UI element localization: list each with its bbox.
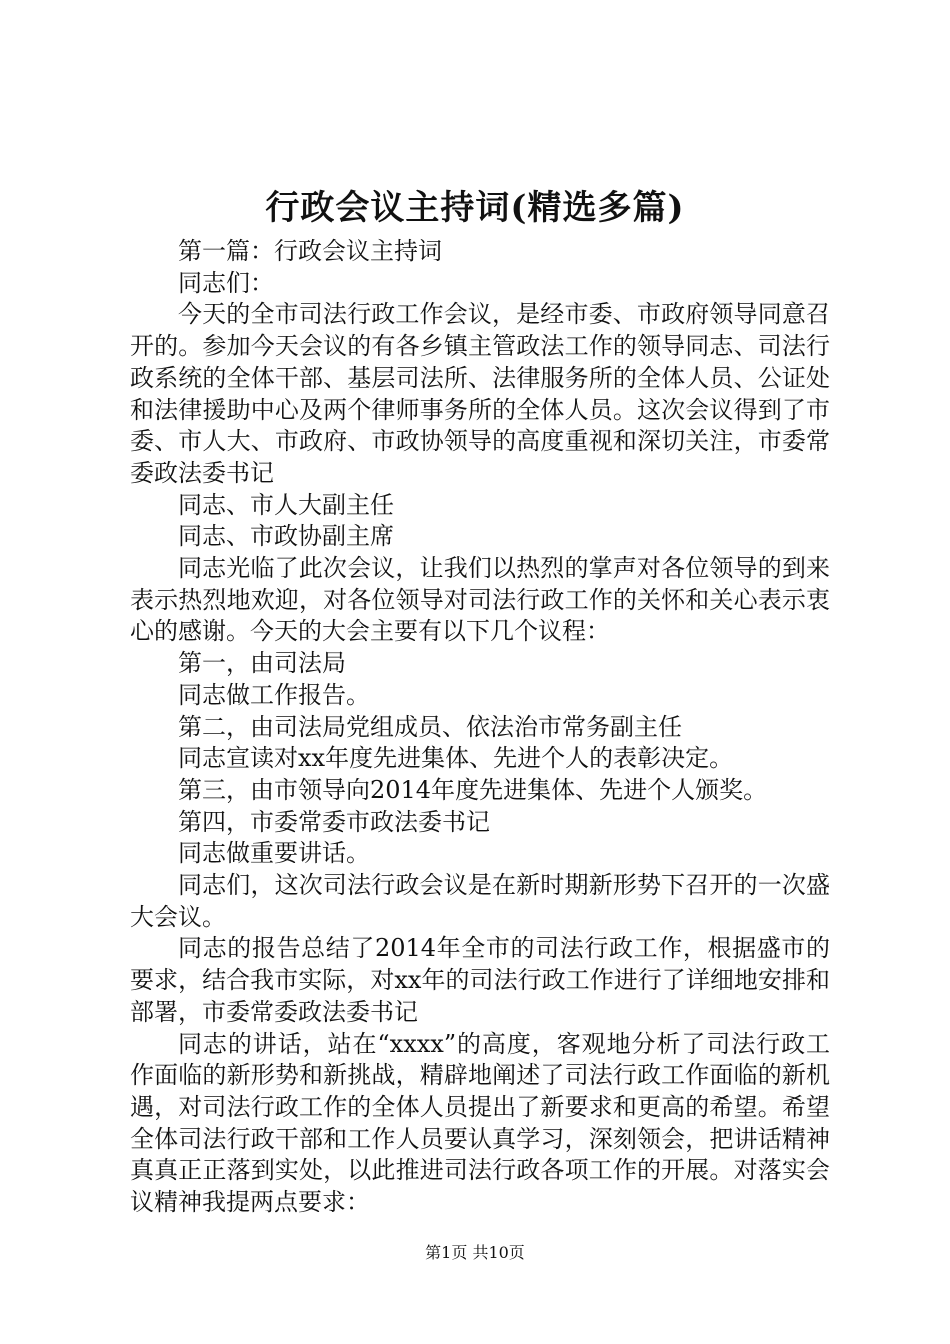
- paragraph: 同志的报告总结了2014年全市的司法行政工作，根据盛市的要求，结合我市实际，对xx年的司法行政工作进行了详细地安排和部署，市委常委政法委书记: [130, 934, 830, 1026]
- paragraph: 第四，市委常委市政法委书记: [178, 807, 490, 836]
- paragraph: 第一篇：行政会议主持词: [178, 237, 442, 265]
- paragraph: 同志的讲话，站在“xxxx”的高度，客观地分析了司法行政工作面临的新形势和新挑战，精辟地阐述了司法行政工作面临的新机遇，对司法行政工作的全体人员提出了新要求和更高的希望。希望全体司法行政干部和工作人员要认真学习，深刻领会，把讲话精神真真正正落到实处，以此推进司法行政各项工作的开展。对落实会议精神我提两点要求：: [130, 1029, 830, 1217]
- paragraph: 同志宣读对xx年度先进集体、先进个人的表彰决定。: [178, 744, 734, 773]
- paragraph: 同志光临了此次会议，让我们以热烈的掌声对各位领导的到来表示热烈地欢迎，对各位领导对司法行政工作的关怀和关心表示衷心的感谢。今天的大会主要有以下几个议程：: [130, 554, 830, 646]
- paragraph: 第一，由司法局: [178, 649, 346, 678]
- paragraph: 第二，由司法局党组成员、依法治市常务副主任: [178, 712, 682, 741]
- paragraph: 同志们，这次司法行政会议是在新时期新形势下召开的一次盛大会议。: [130, 871, 830, 931]
- paragraph: 同志们：: [178, 268, 274, 297]
- paragraph: 第三，由市领导向2014年度先进集体、先进个人颁奖。: [178, 775, 768, 804]
- page-number-footer: 第1页 共10页: [425, 1243, 525, 1262]
- paragraph: 同志、市人大副主任: [178, 490, 394, 519]
- paragraph: 同志做工作报告。: [178, 680, 370, 709]
- document-body: [130, 236, 830, 1219]
- paragraph: 同志做重要讲话。: [178, 839, 370, 868]
- paragraph: 同志、市政协副主席: [178, 522, 394, 551]
- paragraph: 今天的全市司法行政工作会议，是经市委、市政府领导同意召开的。参加今天会议的有各乡镇主管政法工作的领导同志、司法行政系统的全体干部、基层司法所、法律服务所的全体人员、公证处和法律援助中心及两个律师事务所的全体人员。这次会议得到了市委、市人大、市政府、市政协领导的高度重视和深切关注，市委常委政法委书记: [130, 300, 830, 487]
- document-title: 行政会议主持词(精选多篇): [265, 188, 685, 228]
